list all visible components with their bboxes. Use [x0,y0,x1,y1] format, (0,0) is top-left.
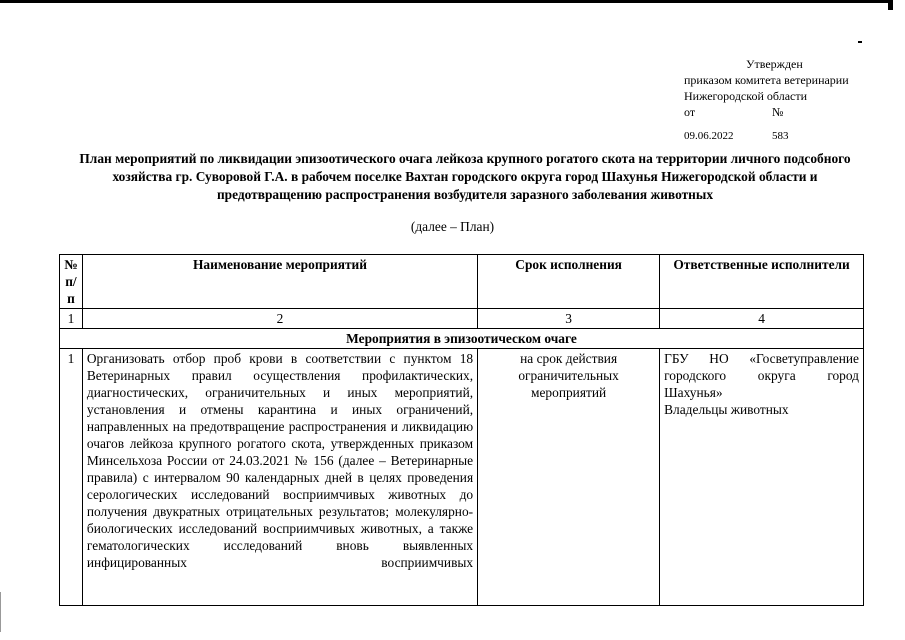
header-action: Наименование мероприятий [82,255,477,309]
column-number: 2 [82,309,477,329]
header-number: № п/п [60,255,83,309]
header-executors: Ответственные исполнители [660,255,864,309]
approval-region-line: Нижегородской области [684,89,808,103]
row-executors [660,349,864,606]
approval-number: 583 [772,130,789,142]
column-number: 1 [60,309,83,329]
scan-edge-mark [0,592,1,632]
row-executor-secondary: Владельцы животных [664,402,789,417]
approval-number-label: № [772,105,784,119]
approval-values-row [684,128,849,144]
approval-from-label: от [684,105,696,119]
approval-title: Утвержден [746,57,803,71]
column-number: 4 [660,309,864,329]
row-executor-primary: ГБУ НО «Госветуправление городского округа город Шахунья» [664,351,859,400]
scan-dot-mark [858,41,862,43]
approval-date: 09.06.2022 [684,130,734,142]
document-subtitle: (далее – План) [410,219,495,234]
table-header-row [60,255,864,309]
scan-corner-mark [888,0,893,10]
row-action: Организовать отбор проб крови в соответствии с пунктом 18 Ветеринарных правил осуществления профилактических, диагностических, ограничительных и иных мероприятий, установления и отмены карантина и иных ограничений, направленных на предотвращение распространения и ликвидацию очагов лейкоза крупного рогатого скота, утвержденных приказом Минсельхоза России от 24.03.2021 № 156 (далее – Ветеринарные правила) с интервалом 90 календарных дней в целях проведения серологических исследований восприимчивых животных до получения двукратных отрицательных результатов; молекулярно-биологических исследований восприимчивых животных, а также гематологических исследований вновь выявленных инфицированных восприимчивых [82,349,477,606]
approval-block [684,56,849,144]
column-number: 3 [478,309,660,329]
approval-order-line: приказом комитета ветеринарии [684,73,849,87]
document-title: План мероприятий по ликвидации эпизоотического очага лейкоза крупного рогатого скота на территории личного подсобного хозяйства гр. Суворовой Г.А. в рабочем поселке Вахтан городского округа город Шахунья Нижегородской области и предотвращению распространения возбудителя заразного заболевания животных [79,151,851,202]
row-number: 1 [60,349,83,606]
section-title: Мероприятия в эпизоотическом очаге [60,329,864,349]
row-term: на срок действия ограничительных мероприятий [478,349,660,606]
top-border-line [0,0,893,3]
approval-labels-row [684,104,849,120]
section-row [60,329,864,349]
table-row [60,349,864,606]
column-number-row [60,309,864,329]
plan-table [59,254,864,606]
header-term: Срок исполнения [478,255,660,309]
